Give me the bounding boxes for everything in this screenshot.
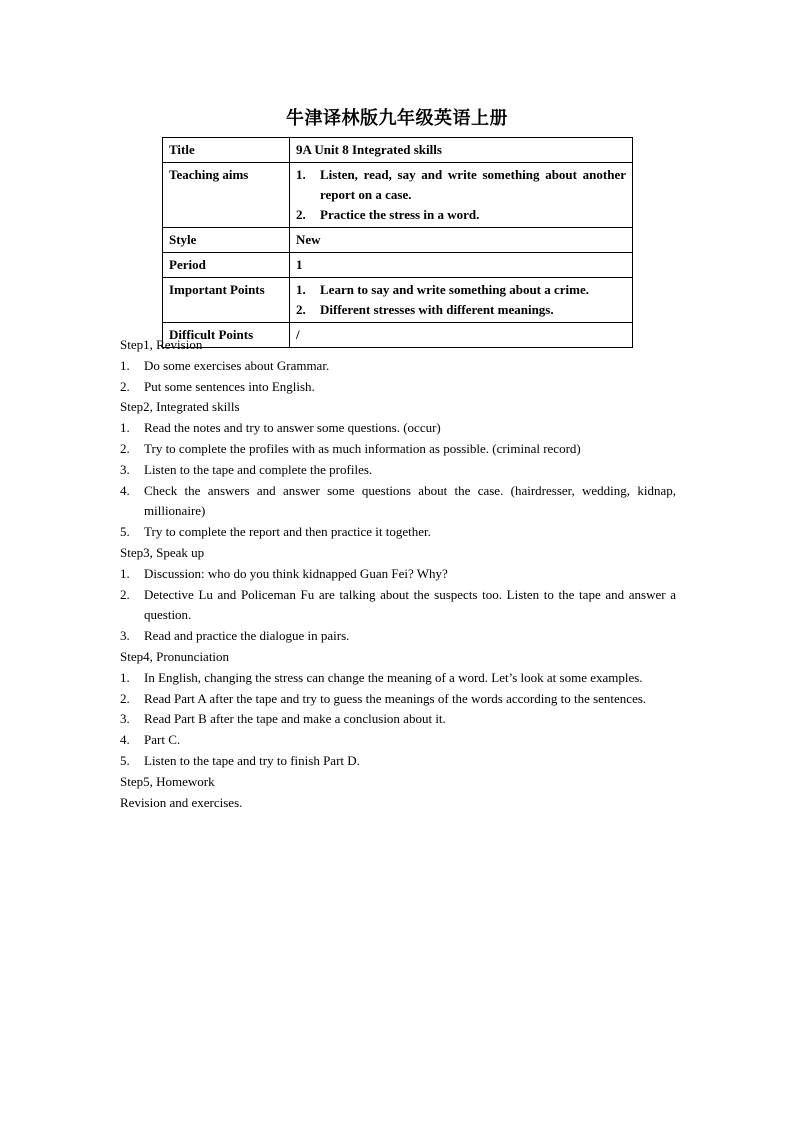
item-text: Check the answers and answer some questions about the case. (hairdresser, wedding, kidnap, millionaire) [144,482,676,519]
item-text: Practice the stress in a word. [320,207,480,222]
item-text: Read Part B after the tape and make a conclusion about it. [144,711,446,727]
item-number: 5. [120,524,130,540]
lesson-info-table [162,137,633,348]
item-text: Read Part A after the tape and try to guess the meanings of the words according to the sentences. [144,690,647,706]
item-number: 2. [296,302,306,317]
item-number: 4. [120,732,130,748]
item-text: Different stresses with different meanings. [320,302,554,317]
item-number: 3. [120,711,130,727]
list-item [120,668,676,689]
item-text: Listen to the tape and try to finish Part D. [144,752,360,768]
item-number: 1. [120,669,130,685]
item-text: Learn to say and write something about a crime. [320,282,590,297]
item-number: 3. [120,628,130,644]
row-label: Teaching aims [163,163,290,228]
row-value: / [290,323,633,348]
item-number: 1. [296,282,306,297]
row-label: Important Points [163,278,290,323]
lesson-steps [120,335,676,813]
step-heading: Step3, Speak up [120,544,205,560]
row-value-list [290,163,633,228]
item-number: 2. [120,440,130,456]
step-heading: Step4, Pronunciation [120,648,230,664]
list-item [120,709,676,730]
row-label: Difficult Points [163,323,290,348]
item-number: 2. [120,378,130,394]
row-label: Period [163,253,290,278]
item-text: Listen to the tape and complete the profiles. [144,461,373,477]
table-row [163,278,633,323]
step-heading: Step5, Homework [120,773,215,789]
item-text: Do some exercises about Grammar. [144,357,330,373]
list-item [120,689,676,710]
item-text: Try to complete the report and then practice it together. [144,524,431,540]
row-value: New [290,228,633,253]
step-heading: Step2, Integrated skills [120,399,240,415]
item-text: Discussion: who do you think kidnapped Guan Fei? Why? [144,565,448,581]
item-number: 3. [120,461,130,477]
list-item [120,356,676,377]
row-value: 1 [290,253,633,278]
item-text: Part C. [144,732,181,748]
item-number: 5. [120,752,130,768]
list-item [120,522,676,543]
table-row [163,253,633,278]
page-title: 牛津译林版九年级英语上册 [286,108,508,129]
list-item [296,205,626,225]
item-number: 1. [120,357,130,373]
list-item [120,377,676,398]
list-item [120,564,676,585]
item-text: Read the notes and try to answer some questions. (occur) [144,420,441,436]
list-item [120,481,676,523]
row-value: 9A Unit 8 Integrated skills [290,138,633,163]
item-number: 2. [120,690,130,706]
item-number: 2. [296,207,306,222]
row-value-list [290,278,633,323]
row-label: Style [163,228,290,253]
item-text: Detective Lu and Policeman Fu are talking about the suspects too. Listen to the tape and answer a question. [144,586,676,623]
list-item [120,439,676,460]
table-row [163,163,633,228]
item-number: 4. [120,482,130,498]
item-number: 1. [120,420,130,436]
item-text: Put some sentences into English. [144,378,315,394]
item-number: 1. [296,167,306,182]
step-heading: Step1, Revision [120,337,203,352]
list-item [296,280,626,300]
list-item [296,300,626,320]
list-item [120,460,676,481]
closing-text: Revision and exercises. [120,794,243,810]
list-item [120,730,676,751]
list-item [120,751,676,772]
list-item [296,165,626,205]
item-text: Read and practice the dialogue in pairs. [144,628,350,644]
item-text: Try to complete the profiles with as much information as possible. (criminal record) [144,440,581,456]
list-item [120,418,676,439]
item-number: 1. [120,565,130,581]
item-text: In English, changing the stress can change the meaning of a word. Let’s look at some examples. [144,669,643,685]
list-item [120,626,676,647]
table-row [163,138,633,163]
list-item [120,585,676,627]
row-label: Title [163,138,290,163]
table-row [163,228,633,253]
item-text: Listen, read, say and write something about another report on a case. [320,167,626,202]
item-number: 2. [120,586,130,602]
